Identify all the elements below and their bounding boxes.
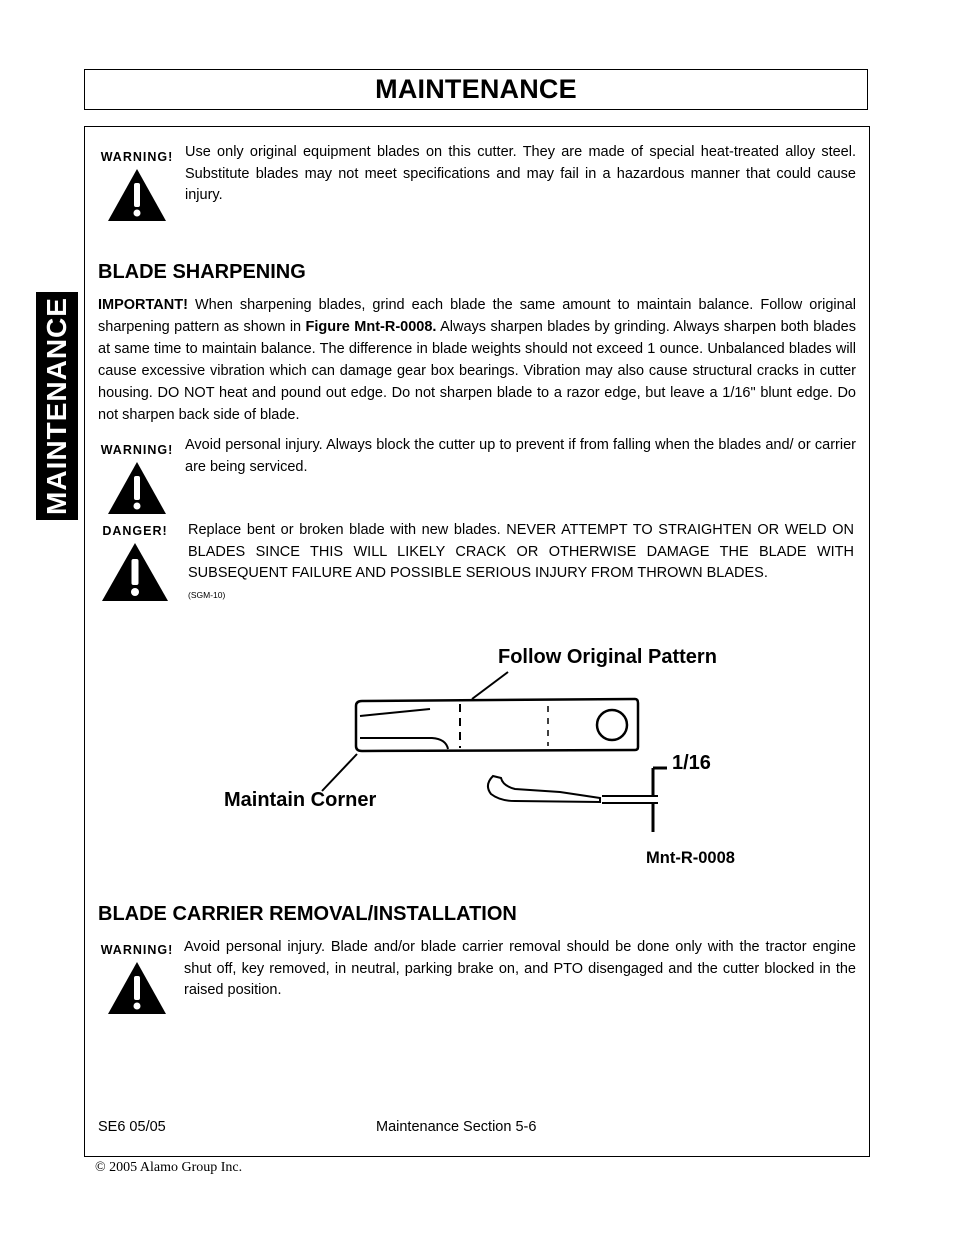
figure-id: Mnt-R-0008 [646, 849, 735, 867]
warning-label: WARNING! [100, 443, 174, 457]
danger-icon-group [95, 524, 175, 603]
page-title: MAINTENANCE [375, 74, 577, 104]
important-label: IMPORTANT! [98, 297, 188, 313]
danger-text: Replace bent or broken blade with new blades. NEVER ATTEMPT TO STRAIGHTEN OR WELD ON BLADES SINCE THIS WILL LIKELY CRACK OR OTHERWISE DAMAGE THE BLADE WITH SUBSEQUENT FAILURE AND POSSIBLE SERIOUS INJURY FROM THROWN BLADES. [188, 522, 854, 581]
page-header [84, 69, 868, 110]
figure-reference: Figure Mnt-R-0008. [305, 319, 437, 335]
warning-triangle-icon [106, 960, 168, 1016]
warning-text: Avoid personal injury. Always block the cutter up to prevent if from falling when the blades and/ or carrier are being serviced. [185, 437, 856, 475]
section-heading: BLADE CARRIER REMOVAL/INSTALLATION [98, 903, 517, 925]
figure-label-pattern: Follow Original Pattern [498, 646, 717, 668]
warning-text: Use only original equipment blades on this cutter. They are made of special heat-treated alloy steel. Substitute blades may not meet specifications and may fail in a hazardous manner that could cause injury. [185, 144, 856, 203]
warning-label: WARNING! [100, 943, 174, 957]
paragraph-text: Always sharpen blades by grinding. Always sharpen both blades at same time to maintain balance. The difference in blade weights should not exceed 1 ounce. Unbalanced blades will cause excessive vibration which can damage gear box bearings. Vibration may also cause structural cracks in cutter housing. DO NOT heat and pound out edge. Do not sharpen blade to a razor edge, but leave a 1/16" blunt edge. Do not sharpen back side of blade. [98, 319, 856, 423]
section-heading: BLADE SHARPENING [98, 261, 306, 283]
warning-label: WARNING! [100, 150, 174, 164]
warning-icon-group [97, 150, 177, 223]
danger-triangle-icon [100, 541, 170, 603]
danger-label: DANGER! [102, 524, 168, 538]
footer-section: Maintenance Section 5-6 [376, 1119, 537, 1135]
copyright: © 2005 Alamo Group Inc. [95, 1160, 243, 1175]
warning-text: Avoid personal injury. Blade and/or blade carrier removal should be done only with the tractor engine shut off, key removed, in neutral, parking brake on, and PTO disengaged and the cutter blocked in the raised position. [184, 939, 856, 998]
sharpening-paragraph [98, 294, 856, 426]
warning-triangle-icon [106, 460, 168, 516]
blade-figure [210, 636, 770, 876]
warning-icon-group [97, 443, 177, 516]
figure-label-corner: Maintain Corner [224, 789, 377, 811]
side-tab-label: MAINTENANCE [41, 297, 73, 515]
warning-icon-group [97, 943, 177, 1016]
reference-code: (SGM-10) [188, 590, 226, 600]
warning-triangle-icon [106, 167, 168, 223]
paragraph-text: When sharpening blades, grind each blade the same amount to maintain balance. Follow original sharpening pattern as shown in [98, 297, 856, 335]
side-tab [36, 292, 78, 520]
footer-code: SE6 05/05 [98, 1119, 166, 1135]
figure-label-dimension: 1/16 [672, 752, 711, 774]
